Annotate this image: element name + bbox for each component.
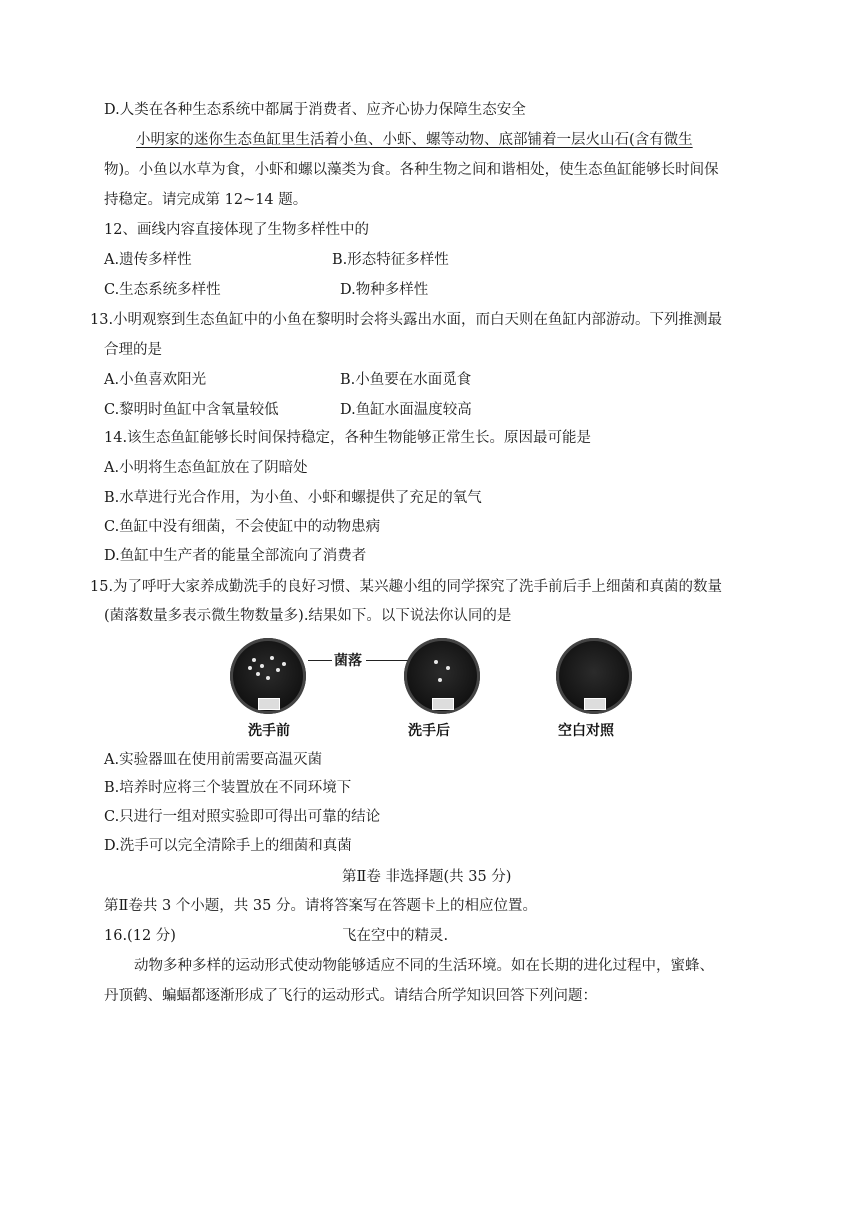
petri-dish-figure bbox=[220, 636, 660, 746]
question-16-title: 飞在空中的精灵. bbox=[342, 928, 449, 944]
colony-callout: 菌落 bbox=[334, 653, 362, 669]
option-13a: A.小鱼喜欢阳光 bbox=[104, 372, 207, 388]
option-14a: A.小明将生态鱼缸放在了阴暗处 bbox=[104, 460, 308, 476]
option-11d: D.人类在各种生态系统中都属于消费者、应齐心协力保障生态安全 bbox=[104, 102, 526, 118]
callout-line-left bbox=[308, 660, 332, 661]
question-13-cont: 合理的是 bbox=[104, 342, 162, 358]
label-control: 空白对照 bbox=[558, 723, 614, 739]
question-13: 13.小明观察到生态鱼缸中的小鱼在黎明时会将头露出水面，而白天则在鱼缸内部游动。下列推测最 bbox=[90, 312, 723, 328]
passage-line-1: 小明家的迷你生态鱼缸里生活着小鱼、小虾、螺等动物、底部铺着一层火山石(含有微生 bbox=[136, 132, 693, 148]
question-15-cont: (菌落数量多表示微生物数量多).结果如下。以下说法你认同的是 bbox=[104, 608, 512, 624]
option-12a: A.遗传多样性 bbox=[104, 252, 192, 268]
label-after: 洗手后 bbox=[408, 723, 450, 739]
dish-before-washing bbox=[230, 638, 306, 714]
section-2-instructions: 第Ⅱ卷共 3 个小题，共 35 分。请将答案写在答题卡上的相应位置。 bbox=[104, 898, 537, 914]
dish-after-washing bbox=[404, 638, 480, 714]
dish-blank-control bbox=[556, 638, 632, 714]
option-13c: C.黎明时鱼缸中含氧量较低 bbox=[104, 402, 279, 418]
label-before: 洗手前 bbox=[248, 723, 290, 739]
option-15a: A.实验器皿在使用前需要高温灭菌 bbox=[104, 752, 323, 768]
question-12: 12、画线内容直接体现了生物多样性中的 bbox=[104, 222, 369, 238]
option-14c: C.鱼缸中没有细菌，不会使缸中的动物患病 bbox=[104, 519, 381, 535]
question-16-number: 16.(12 分) bbox=[104, 928, 176, 944]
option-15c: C.只进行一组对照实验即可得出可靠的结论 bbox=[104, 809, 381, 825]
callout-line-right bbox=[366, 660, 412, 661]
question-14: 14.该生态鱼缸能够长时间保持稳定，各种生物能够正常生长。原因最可能是 bbox=[104, 430, 592, 446]
section-2-title: 第Ⅱ卷 非选择题(共 35 分) bbox=[342, 869, 512, 885]
question-15: 15.为了呼吁大家养成勤洗手的良好习惯、某兴趣小组的同学探究了洗手前后手上细菌和真菌的数量 bbox=[90, 579, 723, 595]
option-14b: B.水草进行光合作用，为小鱼、小虾和螺提供了充足的氧气 bbox=[104, 490, 482, 506]
option-13d: D.鱼缸水面温度较高 bbox=[340, 402, 472, 418]
question-16-text-2: 丹顶鹤、蝙蝠都逐渐形成了飞行的运动形式。请结合所学知识回答下列问题： bbox=[104, 988, 597, 1004]
passage-line-2: 物)。小鱼以水草为食，小虾和螺以藻类为食。各种生物之间和谐相处，使生态鱼缸能够长时间保 bbox=[104, 162, 719, 178]
option-13b: B.小鱼要在水面觅食 bbox=[340, 372, 472, 388]
option-15b: B.培养时应将三个装置放在不同环境下 bbox=[104, 780, 352, 796]
option-12b: B.形态特征多样性 bbox=[332, 252, 449, 268]
question-16-text-1: 动物多种多样的运动形式使动物能够适应不同的生活环境。如在长期的进化过程中，蜜蜂、 bbox=[134, 958, 714, 974]
option-12c: C.生态系统多样性 bbox=[104, 282, 221, 298]
option-12d: D.物种多样性 bbox=[340, 282, 429, 298]
passage-line-3: 持稳定。请完成第 12~14 题。 bbox=[104, 192, 308, 208]
option-14d: D.鱼缸中生产者的能量全部流向了消费者 bbox=[104, 548, 367, 564]
option-15d: D.洗手可以完全清除手上的细菌和真菌 bbox=[104, 838, 352, 854]
